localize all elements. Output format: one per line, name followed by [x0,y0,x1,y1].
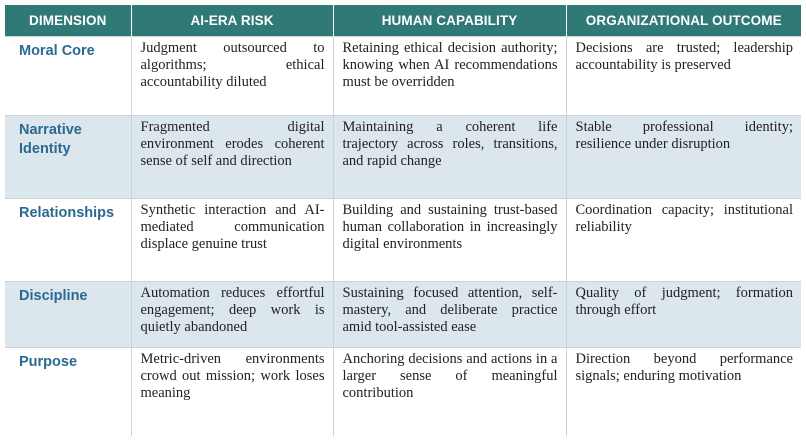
header-row [5,5,801,37]
dimension-cell: Purpose [5,348,131,436]
outcome-cell: Quality of judgment; formation through effort [566,282,801,348]
risk-cell: Fragmented digital environment erodes coherent sense of self and direction [131,116,333,199]
table-row [5,37,801,116]
dimension-cell: Narrative Identity [5,116,131,199]
capability-cell: Retaining ethical decision authority; knowing when AI recommendations must be overridden [333,37,566,116]
capability-cell: Maintaining a coherent life trajectory across roles, transitions, and rapid change [333,116,566,199]
risk-cell: Metric-driven environments crowd out mission; work loses meaning [131,348,333,436]
table-row [5,199,801,282]
dimension-cell: Discipline [5,282,131,348]
framework-table [5,5,801,436]
capability-cell: Sustaining focused attention, self-mastery, and deliberate practice amid tool-assisted ease [333,282,566,348]
risk-cell: Automation reduces effortful engagement; deep work is quietly abandoned [131,282,333,348]
risk-cell: Synthetic interaction and AI-mediated communication displace genuine trust [131,199,333,282]
capability-cell: Building and sustaining trust-based human collaboration in increasingly digital environments [333,199,566,282]
risk-cell: Judgment outsourced to algorithms; ethical accountability diluted [131,37,333,116]
header-outcome: ORGANIZATIONAL OUTCOME [566,5,801,37]
dimension-cell: Relationships [5,199,131,282]
table-row [5,116,801,199]
table-row [5,282,801,348]
header-risk: AI-ERA RISK [131,5,333,37]
capability-cell: Anchoring decisions and actions in a larger sense of meaningful contribution [333,348,566,436]
header-capability: HUMAN CAPABILITY [333,5,566,37]
outcome-cell: Stable professional identity; resilience under disruption [566,116,801,199]
outcome-cell: Decisions are trusted; leadership accountability is preserved [566,37,801,116]
table-row [5,348,801,436]
dimension-cell: Moral Core [5,37,131,116]
header-dimension: DIMENSION [5,5,131,37]
outcome-cell: Direction beyond performance signals; enduring motivation [566,348,801,436]
outcome-cell: Coordination capacity; institutional reliability [566,199,801,282]
